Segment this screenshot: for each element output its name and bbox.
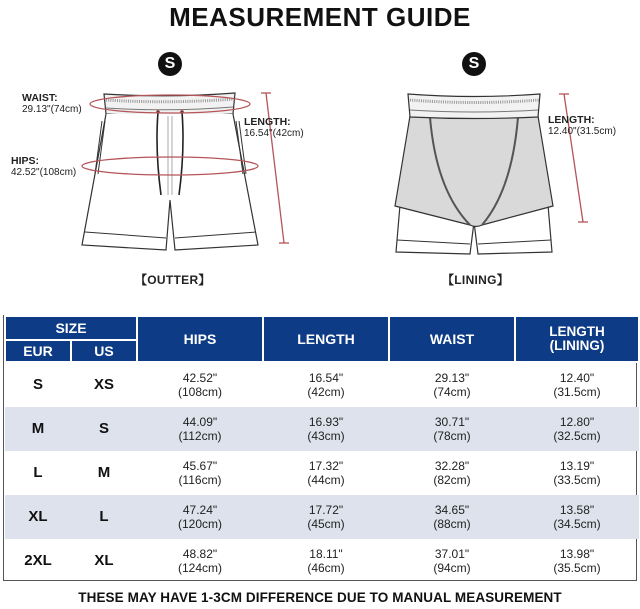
header-us: US bbox=[71, 340, 137, 362]
hips-cm: (112cm) bbox=[178, 429, 222, 443]
length-cm: (46cm) bbox=[307, 561, 345, 575]
size-badge-outter: S bbox=[158, 52, 182, 76]
hips-in: 42.52" bbox=[182, 371, 218, 385]
hips-cm: (124cm) bbox=[177, 561, 222, 575]
lining-cm: (32.5cm) bbox=[553, 429, 601, 443]
cell-us: M bbox=[97, 464, 111, 481]
waist-cm: (94cm) bbox=[433, 561, 471, 575]
cell-waist bbox=[389, 539, 515, 583]
hips-in: 45.67" bbox=[182, 459, 218, 473]
lining-in: 13.19" bbox=[559, 459, 595, 473]
waist-cm: (82cm) bbox=[433, 473, 471, 487]
header-length: LENGTH bbox=[263, 316, 389, 362]
cell-hips bbox=[137, 495, 263, 539]
table-row bbox=[5, 362, 639, 407]
hips-cm: (116cm) bbox=[178, 473, 222, 487]
cell-length bbox=[263, 451, 389, 495]
waist-label: WAIST: bbox=[22, 92, 58, 104]
lining-in: 13.58" bbox=[559, 503, 595, 517]
outter-length-label: LENGTH: bbox=[244, 116, 291, 128]
lining-cm: (35.5cm) bbox=[553, 561, 601, 575]
lining-in: 13.98" bbox=[559, 547, 595, 561]
cell-lining bbox=[515, 451, 639, 495]
hips-cm: (120cm) bbox=[177, 517, 222, 531]
header-waist: WAIST bbox=[389, 316, 515, 362]
cell-eur: M bbox=[5, 407, 71, 451]
cell-eur: 2XL bbox=[24, 552, 52, 569]
length-cm: (43cm) bbox=[307, 429, 345, 443]
lining-length-value: 12.40"(31.5cm) bbox=[548, 126, 617, 137]
length-cm: (42cm) bbox=[307, 385, 345, 399]
length-cm: (44cm) bbox=[307, 473, 345, 487]
header-length-lining-line2: (LINING) bbox=[549, 338, 605, 353]
lining-caption: 【LINING】 bbox=[442, 273, 510, 287]
lining-cm: (34.5cm) bbox=[553, 517, 601, 531]
hips-cm: (108cm) bbox=[177, 385, 222, 399]
waist-in: 37.01" bbox=[434, 547, 470, 561]
lining-length-callout bbox=[548, 115, 616, 137]
lining-cm: (31.5cm) bbox=[553, 385, 601, 399]
cell-waist bbox=[389, 495, 515, 539]
cell-length bbox=[263, 495, 389, 539]
cell-length bbox=[263, 407, 389, 451]
cell-lining bbox=[515, 539, 639, 583]
cell-hips bbox=[137, 407, 263, 451]
waist-cm: (78cm) bbox=[433, 429, 471, 443]
header-length-lining bbox=[515, 316, 639, 362]
waist-cm: (74cm) bbox=[433, 385, 471, 399]
cell-lining bbox=[515, 407, 639, 451]
cell-us: XL bbox=[94, 552, 114, 569]
table-row bbox=[5, 495, 639, 539]
header-length-lining-line1: LENGTH bbox=[549, 324, 605, 339]
size-badge-lining: S bbox=[462, 52, 486, 76]
length-in: 16.93" bbox=[308, 415, 344, 429]
cell-lining bbox=[515, 495, 639, 539]
waist-cm: (88cm) bbox=[433, 517, 471, 531]
cell-hips bbox=[137, 539, 263, 583]
cell-waist bbox=[389, 407, 515, 451]
header-eur: EUR bbox=[5, 340, 71, 362]
cell-hips bbox=[137, 362, 263, 407]
hips-in: 47.24" bbox=[182, 503, 218, 517]
waist-in: 29.13" bbox=[434, 371, 470, 385]
cell-eur: XL bbox=[5, 495, 71, 539]
outter-caption: 【OUTTER】 bbox=[135, 273, 211, 287]
waist-value: 29.13"(74cm) bbox=[22, 104, 82, 115]
waist-callout bbox=[22, 93, 82, 115]
lining-length-label: LENGTH: bbox=[548, 114, 595, 126]
cell-hips bbox=[137, 451, 263, 495]
length-in: 16.54" bbox=[308, 371, 344, 385]
table-row bbox=[5, 451, 639, 495]
waist-in: 30.71" bbox=[434, 415, 470, 429]
hips-callout bbox=[11, 156, 76, 178]
waist-in: 32.28" bbox=[434, 459, 470, 473]
waist-in: 34.65" bbox=[434, 503, 470, 517]
outter-length-callout bbox=[244, 117, 304, 139]
cell-length bbox=[263, 362, 389, 407]
hips-value: 42.52"(108cm) bbox=[11, 167, 77, 178]
table-row bbox=[5, 539, 639, 583]
header-size-group: SIZE bbox=[5, 316, 137, 340]
size-chart-table bbox=[3, 315, 637, 581]
cell-length bbox=[263, 539, 389, 583]
cell-us: S bbox=[71, 407, 137, 451]
lining-in: 12.80" bbox=[559, 415, 595, 429]
hips-label: HIPS: bbox=[11, 155, 40, 167]
cell-waist bbox=[389, 451, 515, 495]
hips-in: 44.09" bbox=[182, 415, 218, 429]
length-in: 18.11" bbox=[309, 547, 343, 561]
table-row bbox=[5, 407, 639, 451]
length-in: 17.72" bbox=[308, 503, 344, 517]
cell-eur: S bbox=[32, 376, 43, 393]
length-in: 17.32" bbox=[308, 459, 344, 473]
lining-in: 12.40" bbox=[559, 371, 595, 385]
measurement-disclaimer: THESE MAY HAVE 1-3CM DIFFERENCE DUE TO MANUAL MEASUREMENT bbox=[78, 590, 562, 605]
hips-in: 48.82" bbox=[182, 547, 218, 561]
outter-length-value: 16.54"(42cm) bbox=[244, 128, 304, 139]
cell-eur: L bbox=[33, 464, 43, 481]
lining-cm: (33.5cm) bbox=[553, 473, 601, 487]
lining-shorts-illustration bbox=[320, 80, 640, 260]
cell-us: L bbox=[71, 495, 137, 539]
cell-us: XS bbox=[93, 376, 114, 393]
page-title: MEASUREMENT GUIDE bbox=[169, 2, 471, 32]
header-hips: HIPS bbox=[137, 316, 263, 362]
cell-lining bbox=[515, 362, 639, 407]
cell-waist bbox=[389, 362, 515, 407]
length-cm: (45cm) bbox=[307, 517, 345, 531]
